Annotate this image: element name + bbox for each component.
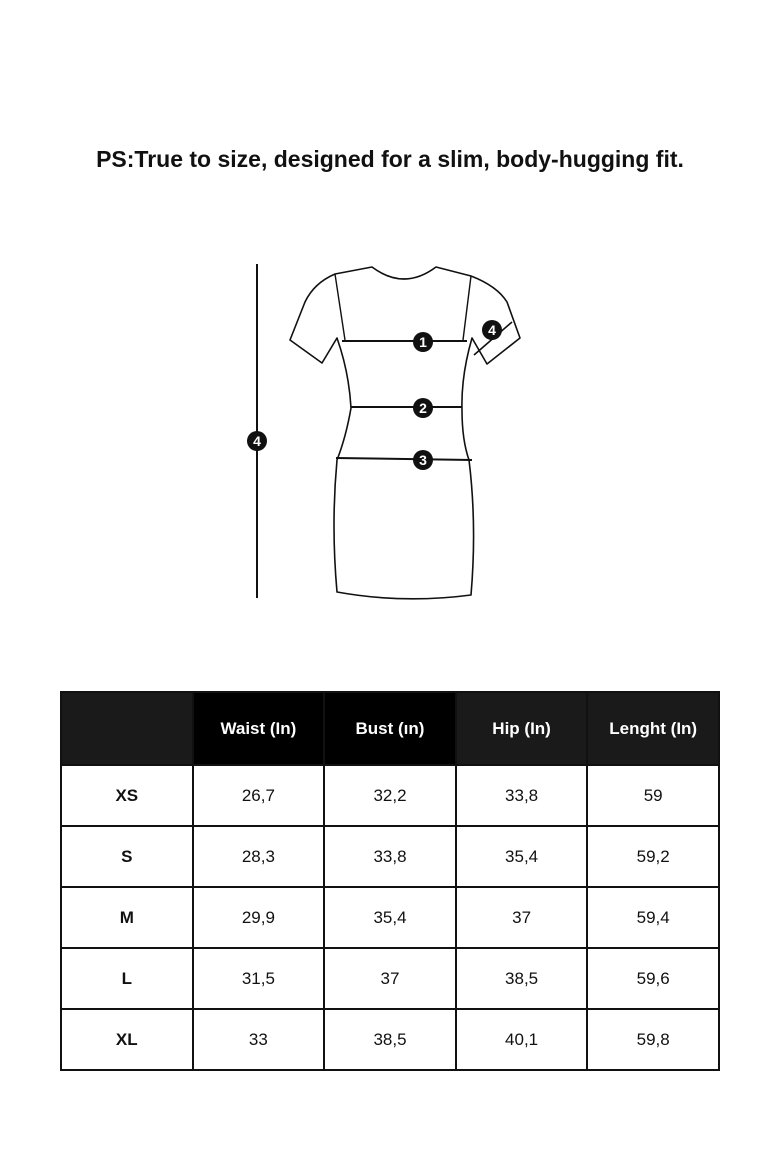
- bust-value: 33,8: [324, 826, 456, 887]
- table-header-row: [61, 692, 719, 765]
- size-label: S: [61, 826, 193, 887]
- table-row: [61, 826, 719, 887]
- size-label: L: [61, 948, 193, 1009]
- header-length: Lenght (In): [587, 692, 719, 765]
- header-hip: Hip (In): [456, 692, 588, 765]
- marker-4-sleeve: [482, 320, 502, 340]
- waist-value: 33: [193, 1009, 325, 1070]
- header-waist: Waist (In): [193, 692, 325, 765]
- svg-text:2: 2: [419, 400, 427, 416]
- length-value: 59,6: [587, 948, 719, 1009]
- bust-value: 32,2: [324, 765, 456, 826]
- size-label: XS: [61, 765, 193, 826]
- table-row: [61, 1009, 719, 1070]
- hip-line: [336, 458, 472, 460]
- svg-text:1: 1: [419, 334, 427, 350]
- svg-text:3: 3: [419, 452, 427, 468]
- header-bust: Bust (ın): [324, 692, 456, 765]
- svg-text:4: 4: [488, 322, 496, 338]
- marker-1: [413, 332, 433, 352]
- table-row: [61, 765, 719, 826]
- dress-measurement-diagram: [230, 258, 530, 608]
- waist-value: 28,3: [193, 826, 325, 887]
- table-row: [61, 887, 719, 948]
- marker-4-length: [247, 431, 267, 451]
- size-chart-table: [60, 691, 720, 1071]
- waist-value: 31,5: [193, 948, 325, 1009]
- table-row: [61, 948, 719, 1009]
- size-label: M: [61, 887, 193, 948]
- hip-value: 35,4: [456, 826, 588, 887]
- bust-value: 38,5: [324, 1009, 456, 1070]
- size-label: XL: [61, 1009, 193, 1070]
- hip-value: 37: [456, 887, 588, 948]
- bust-value: 37: [324, 948, 456, 1009]
- waist-value: 29,9: [193, 887, 325, 948]
- fit-note: PS:True to size, designed for a slim, body-hugging fit.: [96, 146, 684, 172]
- length-value: 59,2: [587, 826, 719, 887]
- header-corner: [61, 692, 193, 765]
- marker-2: [413, 398, 433, 418]
- hip-value: 33,8: [456, 765, 588, 826]
- length-value: 59: [587, 765, 719, 826]
- bust-value: 35,4: [324, 887, 456, 948]
- waist-value: 26,7: [193, 765, 325, 826]
- length-value: 59,4: [587, 887, 719, 948]
- svg-text:4: 4: [253, 433, 261, 449]
- dress-outline: [290, 267, 520, 599]
- marker-3: [413, 450, 433, 470]
- hip-value: 38,5: [456, 948, 588, 1009]
- hip-value: 40,1: [456, 1009, 588, 1070]
- length-value: 59,8: [587, 1009, 719, 1070]
